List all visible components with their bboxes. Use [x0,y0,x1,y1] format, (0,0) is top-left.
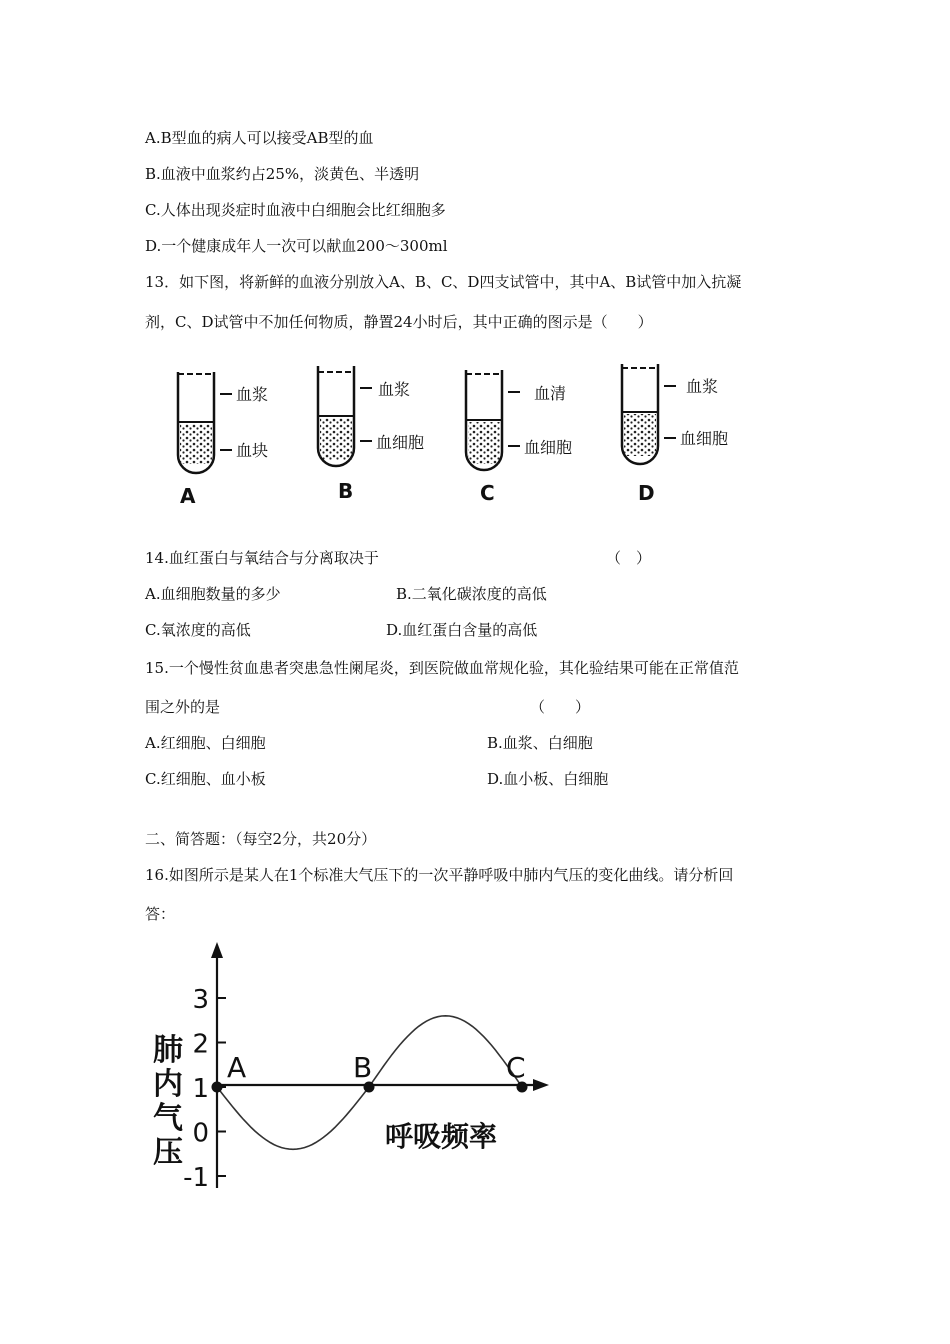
q15-option-d: D.血小板、白细胞 [487,770,609,788]
tube-c-letter: C [480,481,495,505]
pressure-chart [145,940,555,1200]
q15-option-b: B.血浆、白细胞 [487,734,593,752]
tube-a [178,372,268,508]
q15-answer-paren: （ ） [530,698,591,716]
tube-a-bottom-label: 血块 [236,441,269,460]
q14-option-b: B.二氧化碳浓度的高低 [396,585,547,603]
y-tick-label: 3 [192,985,209,1015]
tube-b-letter: B [338,479,354,503]
q12-option-b: B.血液中血浆约占25%，淡黄色、半透明 [145,165,420,183]
tube-c [466,370,572,505]
q15-stem-line2: 围之外的是 [145,698,221,716]
tube-a-letter: A [180,484,196,508]
q15-option-c: C.红细胞、血小板 [145,770,266,788]
q14-option-c: C.氧浓度的高低 [145,621,251,639]
q14-stem: 14.血红蛋白与氧结合与分离取决于 [145,549,379,567]
test-tube-figure [150,340,760,515]
x-axis-title: 呼吸频率 [385,1120,498,1153]
q15-stem-line1: 15.一个慢性贫血患者突患急性阑尾炎，到医院做血常规化验，其化验结果可能在正常值范 [145,659,739,677]
y-tick-label: -1 [183,1163,209,1193]
tube-d [622,364,728,505]
q15-option-a: A.红细胞、白细胞 [145,734,266,752]
q12-option-d: D.一个健康成年人一次可以献血200～300ml [145,237,448,255]
tube-b-top-label: 血浆 [378,380,411,399]
y-tick-label: 1 [192,1074,209,1104]
point-b-label: B [353,1051,373,1084]
y-tick-label: 2 [192,1029,209,1060]
point-a [212,1082,223,1093]
tube-b-bottom-label: 血细胞 [376,433,425,452]
y-tick-label: 0 [192,1118,209,1149]
point-a-label: A [227,1051,247,1084]
y-axis-title: 肺内气压 [153,1033,183,1170]
q16-stem-line2: 答： [145,905,176,923]
q12-option-c: C.人体出现炎症时血液中白细胞会比红细胞多 [145,201,446,219]
tube-d-letter: D [638,481,655,505]
tube-c-top-label: 血清 [534,384,567,403]
tube-d-top-label: 血浆 [686,377,719,396]
q13-stem-line1: 13．如下图，将新鲜的血液分别放入A、B、C、D四支试管中，其中A、B试管中加入抗凝 [145,273,742,291]
tube-c-bottom-label: 血细胞 [524,438,573,457]
q12-option-a: A.B型血的病人可以接受AB型的血 [145,129,374,147]
section-heading: 二、简答题：（每空2分，共20分） [145,830,377,848]
tube-d-bottom-label: 血细胞 [680,429,729,448]
q14-option-d: D.血红蛋白含量的高低 [386,621,538,639]
q14-answer-paren: （ ） [606,549,652,567]
q16-stem-line1: 16.如图所示是某人在1个标准大气压下的一次平静呼吸中肺内气压的变化曲线。请分析回 [145,866,734,884]
q14-option-a: A.血细胞数量的多少 [145,585,281,603]
q13-stem-line2: 剂，C、D试管中不加任何物质，静置24小时后，其中正确的图示是（ ） [145,313,653,331]
x-axis-arrow [533,1079,549,1091]
point-c-label: C [506,1051,526,1084]
y-axis-arrow [211,942,223,958]
tube-a-top-label: 血浆 [236,385,269,404]
tube-b [318,366,424,503]
